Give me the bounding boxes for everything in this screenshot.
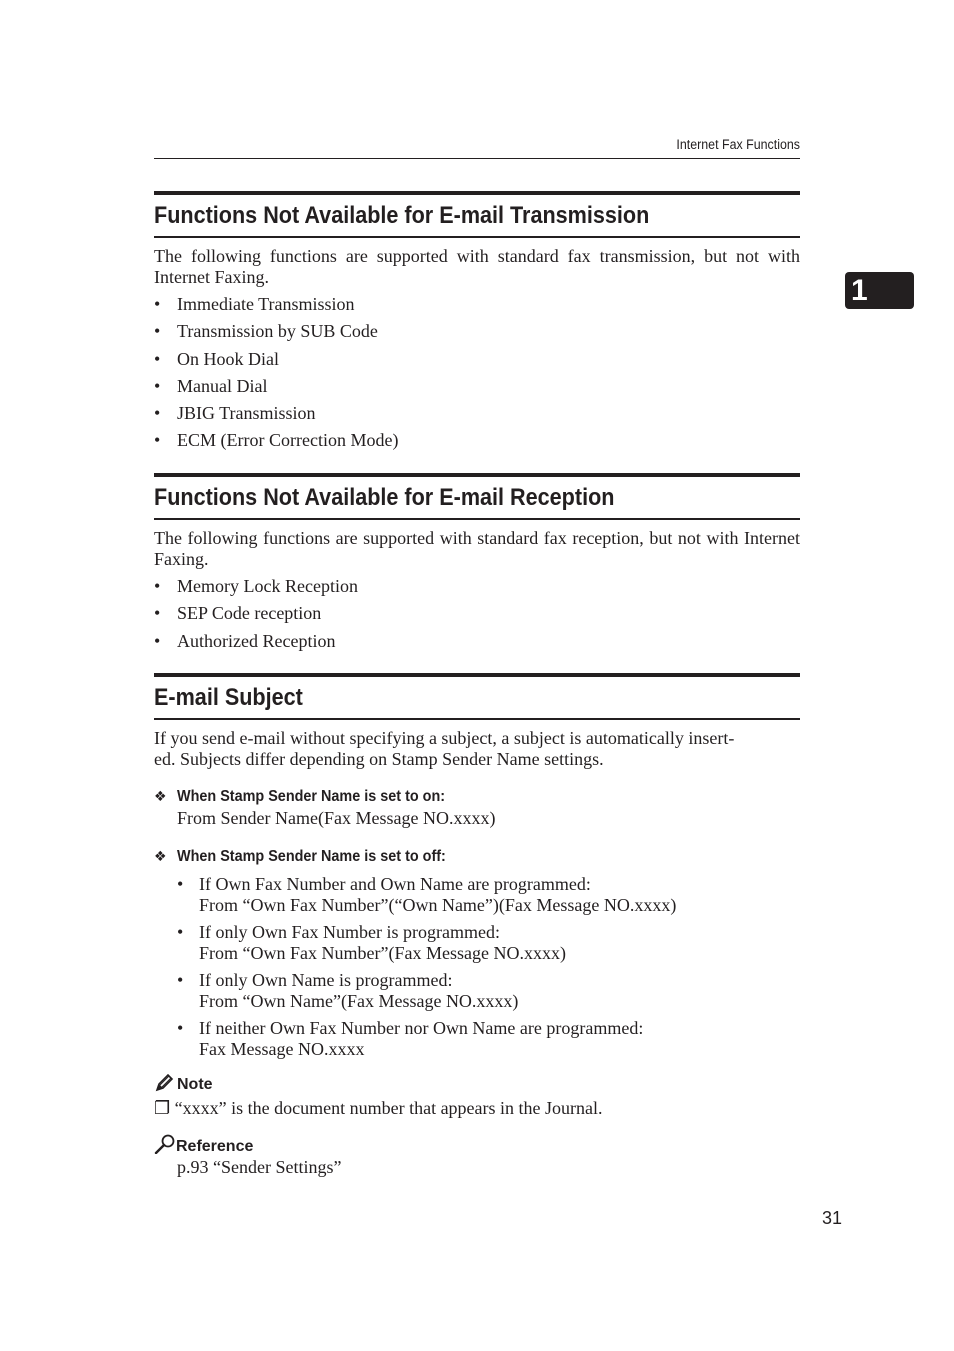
reference-text: p.93 “Sender Settings” [177,1157,342,1177]
condition-list [177,874,800,1066]
bullet-icon: • [154,348,161,369]
bullet-icon: • [154,603,161,624]
bullet-icon: • [177,970,184,990]
list-item: • Transmission by SUB Code [154,318,800,345]
list-item: • If Own Fax Number and Own Name are programmed: From “Own Fax Number”(“Own Name”)(Fax Message NO.xxxx) [177,874,677,915]
list-item: • If neither Own Fax Number nor Own Name are programmed: Fax Message NO.xxxx [177,1018,644,1059]
section-title: Functions Not Available for E-mail Reception [154,484,615,511]
reference-heading: Reference [154,1134,253,1157]
bullet-icon: • [154,294,161,314]
section-bottom-rule [154,236,800,238]
checkbox-icon: ❐ [154,1098,171,1118]
section-bottom-rule [154,518,800,520]
pencil-icon [154,1074,174,1092]
page-number: 31 [822,1208,843,1228]
bullet-list [154,573,800,655]
condition-heading-off: ❖ When Stamp Sender Name is set to off: [154,848,446,865]
diamond-icon: ❖ [154,788,167,804]
section-heading-transmission [154,191,800,238]
list-item: • If only Own Name is programmed: From “Own Name”(Fax Message NO.xxxx) [177,970,519,1011]
condition-heading-on: ❖ When Stamp Sender Name is set to on: [154,788,446,805]
header-rule [154,158,800,159]
bullet-icon: • [154,430,161,451]
bullet-icon: • [154,630,161,651]
list-item: • Immediate Transmission [154,291,800,318]
section-intro: The following functions are supported with standard fax reception, but not with Internet Faxing. [154,528,800,569]
bullet-icon: • [177,874,184,894]
section-heading-reception [154,473,800,520]
subject-format: From Sender Name(Fax Message NO.xxxx) [177,808,496,828]
running-header: Internet Fax Functions [676,137,800,152]
magnifier-icon [154,1134,176,1154]
note-heading: Note [154,1074,213,1095]
bullet-icon: • [154,321,161,342]
diamond-icon: ❖ [154,848,167,864]
section-intro-line: If you send e-mail without specifying a subject, a subject is automatically insert- [154,728,735,748]
section-intro: The following functions are supported with standard fax transmission, but not with Internet Faxing. [154,246,800,287]
section-intro-line: ed. Subjects differ depending on Stamp Sender Name settings. [154,749,604,769]
list-item: • JBIG Transmission [154,400,800,427]
list-item: • ECM (Error Correction Mode) [154,427,800,454]
section-bottom-rule [154,718,800,720]
bullet-icon: • [177,1018,184,1038]
note-text: ❐ “xxxx” is the document number that appears in the Journal. [154,1098,603,1118]
list-item: • On Hook Dial [154,346,800,373]
section-title: E-mail Subject [154,684,303,711]
bullet-icon: • [177,922,184,942]
bullet-icon: • [154,576,161,596]
list-item: • Manual Dial [154,373,800,400]
list-item: • SEP Code reception [154,600,800,627]
list-item: • Memory Lock Reception [154,573,800,600]
section-title: Functions Not Available for E-mail Transmission [154,202,650,229]
chapter-tab: 1 [845,272,914,309]
bullet-list [154,291,800,455]
list-item: • If only Own Fax Number is programmed: From “Own Fax Number”(Fax Message NO.xxxx) [177,922,566,963]
bullet-icon: • [154,375,161,396]
section-heading-email-subject [154,673,800,720]
bullet-icon: • [154,403,161,424]
list-item: • Authorized Reception [154,628,800,655]
